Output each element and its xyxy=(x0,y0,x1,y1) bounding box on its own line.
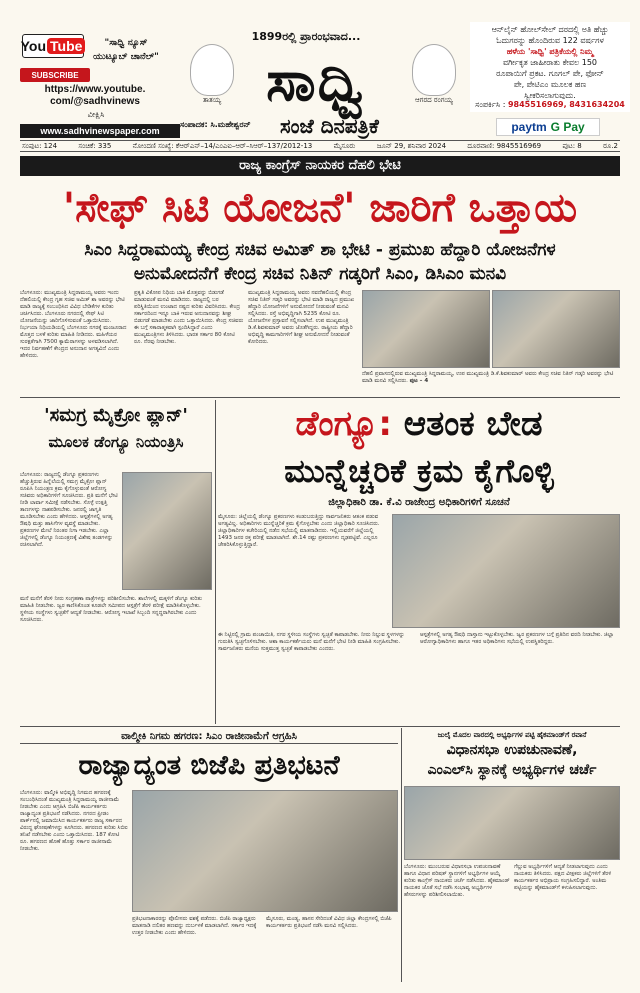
story3-photo[interactable] xyxy=(392,514,620,628)
story2-headline-line1: 'ಸಮಗ್ರ ಮೈಕ್ರೋ ಪ್ಲಾನ್' xyxy=(44,405,188,426)
lead-photo-caption xyxy=(362,371,620,393)
pages: ಪುಟ: 8 xyxy=(562,141,582,150)
left-portrait xyxy=(182,44,242,105)
story3-headline-line1[interactable] xyxy=(218,404,620,444)
story3-column-2: ಈ ನಿಟ್ಟಿನಲ್ಲಿ ಗ್ರಾಮ ಪಂಚಾಯಿತಿ, ನಗರ ಸ್ಥಳೀಯ ಸಂಸ್ಥೆಗಳು ಸ್ವಚ್ಛತೆ ಕಾಪಾಡಬೇಕು. ನೀರು ನಿಲ್ಲುವ ಸ್ಥಳಗಳನ್ನು ಗುರುತಿಸಿ ಸ್ವಚ್ಛಗೊಳಿಸಬೇಕು. ಆಶಾ ಕಾರ್ಯಕರ್ತೆಯರು ಮನೆ ಮನೆಗೆ ಭೇಟಿ ನೀಡಿ ಮಾಹಿತಿ ಸಂಗ್ರಹಿಸಬೇಕು. ಸಾರ್ವಜನಿಕರು ಮನೆಯ ಸುತ್ತಮುತ್ತ ಸ್ವಚ್ಛತೆ ಕಾಪಾಡಬೇಕು ಎಂದರು. xyxy=(218,632,405,652)
ad-contact xyxy=(470,100,630,110)
lead-subhead-line1: ಸಿಎಂ ಸಿದ್ದರಾಮಯ್ಯ ಕೇಂದ್ರ ಸಚಿವ ಅಮಿತ್ ಶಾ ಭೇಟಿ - ಪ್ರಮುಖ ಹೆದ್ದಾರಿ ಯೋಜನೆಗಳ xyxy=(84,240,556,260)
youtube-url[interactable] xyxy=(30,84,160,108)
youtube-logo-you: You xyxy=(20,38,46,54)
lead-column-1: ಬೆಂಗಳೂರು: ಮುಖ್ಯಮಂತ್ರಿ ಸಿದ್ದರಾಮಯ್ಯ ಅವರು ಇಂದು ದೆಹಲಿಯಲ್ಲಿ ಕೇಂದ್ರ ಗೃಹ ಸಚಿವ ಅಮಿತ್ ಶಾ ಅವರನ್ನು ಭೇಟಿ ಮಾಡಿ ರಾಜ್ಯಕ್ಕೆ ಸಂಬಂಧಿಸಿದ ವಿವಿಧ ಬೇಡಿಕೆಗಳ ಕುರಿತು ಚರ್ಚಿಸಿದರು. ಬೆಂಗಳೂರು ನಗರದಲ್ಲಿ ಸೇಫ್ ಸಿಟಿ ಯೋಜನೆಯನ್ನು ಜಾರಿಗೊಳಿಸುವಂತೆ ಒತ್ತಾಯಿಸಿದರು. ನಿರ್ಭಯಾ ನಿಧಿಯಡಿಯಲ್ಲಿ ಬೆಂಗಳೂರು ನಗರಕ್ಕೆ ಮಂಜೂರಾದ ಮೊತ್ತದ ಬಳಕೆ ಕುರಿತು ಮಾಹಿತಿ ನೀಡಿದರು. ಮಹಿಳೆಯರ ಸುರಕ್ಷತೆಗಾಗಿ 7500 ಕ್ಯಾಮೆರಾಗಳನ್ನು ಅಳವಡಿಸಲಾಗಿದೆ. ಇದರ ನಿರ್ವಹಣೆಗೆ ಕೇಂದ್ರದ ಅನುದಾನ ಅಗತ್ಯವಿದೆ ಎಂದು ಹೇಳಿದರು. xyxy=(20,290,127,359)
story5-kicker: ಜುಲೈ ಮೊದಲ ವಾರದಲ್ಲಿ ಅಭ್ಯರ್ಥಿಗಳ ಪಟ್ಟಿ ಹೈಕಮಾಂಡ್‌ಗೆ ರವಾನೆ xyxy=(437,731,587,739)
portrait-image-left xyxy=(190,44,234,96)
story4-photo[interactable] xyxy=(132,790,398,912)
dateline-bar xyxy=(20,140,620,152)
youtube-channel-label: "ಸಾಧ್ವಿ ನ್ಯೂಸ್ ಯುಟ್ಯೂಬ್ ಚಾನೆಲ್" xyxy=(93,38,159,62)
story4-kicker: ವಾಲ್ಮೀಕಿ ನಿಗಮ ಹಗರಣ: ಸಿಎಂ ರಾಜೀನಾಮೆಗೆ ಆಗ್ರಹಿಸಿ xyxy=(20,730,398,744)
story5-photo[interactable] xyxy=(404,786,620,860)
story5-headline-line1: ವಿಧಾನಸಭಾ ಉಪಚುನಾವಣೆ, xyxy=(446,742,578,758)
story5-headline-line2: ಎಂಎಲ್‌ಸಿ ಸ್ಥಾನಕ್ಕೆ ಅಭ್ಯರ್ಥಿಗಳ ಚರ್ಚೆ xyxy=(427,762,597,778)
masthead-title: ಸಾಧ್ವಿ xyxy=(266,48,366,114)
lead-photo-1[interactable] xyxy=(362,290,490,368)
contact-label: ಸಂಪರ್ಕಿಸಿ : xyxy=(475,100,506,109)
website-link[interactable]: www.sadhvinewspaper.com xyxy=(20,124,180,138)
registration: ನೋಂದಣಿ ಸಂಖ್ಯೆ: ಕೆಆರ್‌ಎನ್–14/ಎಂಎಐ–ಆರ್–ಸಿಆರ್–137/2012-13 xyxy=(132,141,313,150)
youtube-url-line1: https://www.youtube. xyxy=(44,84,146,95)
story3-subhead: ಜಿಲ್ಲಾಧಿಕಾರಿ ಡಾ. ಕೆ.ವಿ ರಾಜೇಂದ್ರ ಅಧಿಕಾರಿಗಳಿಗೆ ಸೂಚನೆ xyxy=(328,497,510,508)
story5-column-2: ಗೆಲ್ಲುವ ಅಭ್ಯರ್ಥಿಗಳಿಗೆ ಆದ್ಯತೆ ನೀಡಲಾಗುವುದು ಎಂದು ನಾಯಕರು ತಿಳಿಸಿದರು. ಪಕ್ಷದ ವೀಕ್ಷಕರು ಜಿಲ್ಲೆಗಳಿಗೆ ತೆರಳಿ ಕಾರ್ಯಕರ್ತರ ಅಭಿಪ್ರಾಯ ಸಂಗ್ರಹಿಸಲಿದ್ದಾರೆ. ಅಂತಿಮ ಪಟ್ಟಿಯನ್ನು ಹೈಕಮಾಂಡ್‌ಗೆ ಕಳುಹಿಸಲಾಗುವುದು. xyxy=(514,864,612,891)
story4-column-3: ಮೈಸೂರು, ಮಂಡ್ಯ, ಹಾಸನ ಸೇರಿದಂತೆ ವಿವಿಧ ಜಿಲ್ಲಾ ಕೇಂದ್ರಗಳಲ್ಲಿ ಬಿಜೆಪಿ ಕಾರ್ಯಕರ್ತರು ಪ್ರತಿಭಟನೆ ನಡೆಸಿ ಮನವಿ ಸಲ್ಲಿಸಿದರು. xyxy=(266,916,392,929)
city: ಮೈಸೂರು xyxy=(333,141,356,150)
phone: ದೂರವಾಣಿ: 9845516969 xyxy=(467,141,542,150)
paytm-logo: paytm xyxy=(511,120,547,134)
story2-headline-line2: ಮೂಲಕ ಡೆಂಗ್ಯೂ ನಿಯಂತ್ರಿಸಿ xyxy=(48,433,184,451)
divider xyxy=(20,397,620,398)
right-portrait xyxy=(404,44,464,105)
youtube-logo-tube: Tube xyxy=(47,38,85,54)
date: ಜೂನ್ 29, ಶನಿವಾರ 2024 xyxy=(376,141,447,150)
story2-headline[interactable] xyxy=(20,402,212,468)
lead-kicker: ರಾಜ್ಯ ಕಾಂಗ್ರೆಸ್ ನಾಯಕರ ದೆಹಲಿ ಭೇಟಿ xyxy=(20,156,620,176)
story2-photo[interactable] xyxy=(122,472,212,590)
story3-column-1: ಮೈಸೂರು: ಜಿಲ್ಲೆಯಲ್ಲಿ ಡೆಂಗ್ಯೂ ಪ್ರಕರಣಗಳು ಕಂಡುಬರುತ್ತಿದ್ದು ಸಾರ್ವಜನಿಕರು ಆತಂಕ ಪಡುವ ಅಗತ್ಯವಿಲ್ಲ. ಅಧಿಕಾರಿಗಳು ಮುನ್ನೆಚ್ಚರಿಕೆ ಕ್ರಮ ಕೈಗೊಳ್ಳಬೇಕು ಎಂದು ಜಿಲ್ಲಾಧಿಕಾರಿ ಸೂಚಿಸಿದರು. ಜಿಲ್ಲಾಧಿಕಾರಿಗಳ ಕಚೇರಿಯಲ್ಲಿ ನಡೆದ ಸಭೆಯಲ್ಲಿ ಮಾತನಾಡಿದರು. ಇಲ್ಲಿಯವರೆಗೆ ಜಿಲ್ಲೆಯಲ್ಲಿ 1493 ಜನರ ರಕ್ತ ಪರೀಕ್ಷೆ ಮಾಡಲಾಗಿದೆ. ಶೇ.14 ರಷ್ಟು ಪ್ರಕರಣಗಳು ದೃಢಪಟ್ಟಿವೆ. ಎಲ್ಲರೂ ಚೇತರಿಸಿಕೊಳ್ಳುತ್ತಿದ್ದಾರೆ. xyxy=(218,514,380,548)
lead-column-2: ಪ್ರಕೃತಿ ವಿಕೋಪ ನಿಧಿಯ ಬಾಕಿ ಮೊತ್ತವನ್ನು ಬಿಡುಗಡೆ ಮಾಡುವಂತೆ ಮನವಿ ಮಾಡಿದರು. ರಾಜ್ಯದಲ್ಲಿ ಬರ ಪರಿಸ್ಥಿತಿಯಿಂದ ಉಂಟಾದ ನಷ್ಟದ ಕುರಿತು ವಿವರಿಸಿದರು. ಕೇಂದ್ರ ಸರ್ಕಾರದಿಂದ ಇನ್ನೂ ಬಾಕಿ ಇರುವ ಅನುದಾನವನ್ನು ಶೀಘ್ರ ಬಿಡುಗಡೆ ಮಾಡಬೇಕು ಎಂದು ಒತ್ತಾಯಿಸಿದರು. ಕೇಂದ್ರ ಸಚಿವರು ಈ ಬಗ್ಗೆ ಸಕಾರಾತ್ಮಕವಾಗಿ ಸ್ಪಂದಿಸಿದ್ದಾರೆ ಎಂದು ಮುಖ್ಯಮಂತ್ರಿಗಳು ತಿಳಿಸಿದರು. ಭಾರತ ಸರ್ಕಾರ 80 ಕೋಟಿ ರೂ. ನೆರವು ನೀಡಬೇಕು. xyxy=(134,290,244,345)
classified-ad xyxy=(470,22,630,112)
lead-caption-text: ದೆಹಲಿ ಪ್ರವಾಸದಲ್ಲಿರುವ ಮುಖ್ಯಮಂತ್ರಿ ಸಿದ್ದರಾಮಯ್ಯ, ಉಪ ಮುಖ್ಯಮಂತ್ರಿ ಡಿ.ಕೆ.ಶಿವಕುಮಾರ್ ಅವರು ಕೇಂದ್ರ ಸಚಿವ ನಿತಿನ್ ಗಡ್ಕರಿ ಅವರನ್ನು ಭೇಟಿ ಮಾಡಿ ಮನವಿ ಸಲ್ಲಿಸಿದರು. xyxy=(362,371,614,384)
right-portrait-name: ಆಗರದ ರಂಗಯ್ಯ xyxy=(415,96,453,104)
youtube-url-line2: com/@sadhvinews xyxy=(50,96,140,107)
volume: ಸಂಪುಟ: 124 xyxy=(22,141,58,150)
portrait-image-right xyxy=(412,44,456,96)
issue: ಸಂಚಿಕೆ: 335 xyxy=(78,141,112,150)
established-line: 1899ರಲ್ಲಿ ಪ್ರಾರಂಭವಾದ... xyxy=(251,30,361,43)
divider xyxy=(20,726,620,727)
story5-headline[interactable] xyxy=(404,740,620,780)
subscribe-button[interactable]: SUBSCRIBE xyxy=(20,68,90,82)
lead-column-3: ಮುಖ್ಯಮಂತ್ರಿ ಸಿದ್ದರಾಮಯ್ಯ ಅವರು ನವದೆಹಲಿಯಲ್ಲಿ ಕೇಂದ್ರ ಸಚಿವ ನಿತಿನ್ ಗಡ್ಕರಿ ಅವರನ್ನು ಭೇಟಿ ಮಾಡಿ ರಾಜ್ಯದ ಪ್ರಮುಖ ಹೆದ್ದಾರಿ ಯೋಜನೆಗಳಿಗೆ ಅನುಮೋದನೆ ನೀಡುವಂತೆ ಮನವಿ ಸಲ್ಲಿಸಿದರು. ರಸ್ತೆ ಅಭಿವೃದ್ಧಿಗಾಗಿ 5235 ಕೋಟಿ ರೂ. ಯೋಜನೆಗಳ ಪ್ರಸ್ತಾವನೆ ಸಲ್ಲಿಸಲಾಗಿದೆ. ಉಪ ಮುಖ್ಯಮಂತ್ರಿ ಡಿ.ಕೆ.ಶಿವಕುಮಾರ್ ಅವರು ಜೊತೆಗಿದ್ದರು. ರಾಷ್ಟ್ರೀಯ ಹೆದ್ದಾರಿ ಅಭಿವೃದ್ಧಿ ಕಾಮಗಾರಿಗಳಿಗೆ ಶೀಘ್ರ ಅನುಮೋದನೆ ನೀಡುವಂತೆ ಕೋರಿದರು. xyxy=(248,290,355,345)
story3-headline-line2[interactable]: ಮುನ್ನೆಚ್ಚರಿಕೆ ಕ್ರಮ ಕೈಗೊಳ್ಳಿ xyxy=(284,452,554,490)
ad-line: ಓದುಗರನ್ನು ಹೊಂದಿರುವ 122 ವರ್ಷಗಳ xyxy=(496,36,604,45)
youtube-visit: ವೀಕ್ಷಿಸಿ xyxy=(87,110,105,119)
contact-phone-2: 8431634204 xyxy=(569,100,625,109)
story2-column-1: ಬೆಂಗಳೂರು: ರಾಜ್ಯದಲ್ಲಿ ಡೆಂಗ್ಯೂ ಪ್ರಕರಣಗಳು ಹೆಚ್ಚುತ್ತಿರುವ ಹಿನ್ನೆಲೆಯಲ್ಲಿ ಸಮಗ್ರ ಮೈಕ್ರೋ ಪ್ಲಾನ್ ರೂಪಿಸಿ ನಿಯಂತ್ರಣ ಕ್ರಮ ಕೈಗೊಳ್ಳುವಂತೆ ಆರೋಗ್ಯ ಸಚಿವರು ಅಧಿಕಾರಿಗಳಿಗೆ ಸೂಚಿಸಿದರು. ಪ್ರತಿ ಮನೆಗೆ ಭೇಟಿ ನೀಡಿ ಲಾರ್ವಾ ಸಮೀಕ್ಷೆ ನಡೆಸಬೇಕು. ಸೊಳ್ಳೆ ಉತ್ಪತ್ತಿ ತಾಣಗಳನ್ನು ನಾಶಪಡಿಸಬೇಕು. ಜನರಲ್ಲಿ ಜಾಗೃತಿ ಮೂಡಿಸಬೇಕು ಎಂದು ಹೇಳಿದರು. ಆಸ್ಪತ್ರೆಗಳಲ್ಲಿ ಅಗತ್ಯ ಔಷಧಿ ಮತ್ತು ಹಾಸಿಗೆಗಳ ವ್ಯವಸ್ಥೆ ಮಾಡಬೇಕು. ಪ್ರಕರಣಗಳ ಮೇಲೆ ನಿರಂತರ ನಿಗಾ ಇಡಬೇಕು. ಎಲ್ಲಾ ಜಿಲ್ಲೆಗಳಲ್ಲಿ ಡೆಂಗ್ಯೂ ನಿಯಂತ್ರಣಕ್ಕೆ ವಿಶೇಷ ತಂಡಗಳನ್ನು ರಚಿಸಲಾಗಿದೆ. xyxy=(20,472,118,548)
gpay-logo: G Pay xyxy=(550,120,585,134)
payment-logos xyxy=(496,118,600,136)
divider xyxy=(215,400,216,724)
ad-line: ಪೇ, ಪೇಟಿಎಂ ಮೂಲಕ ಹಣ xyxy=(513,80,587,89)
story3-headline-rest: ಆತಂಕ ಬೇಡ xyxy=(403,404,543,444)
lead-headline[interactable]: 'ಸೇಫ್ ಸಿಟಿ ಯೋಜನೆ' ಜಾರಿಗೆ ಒತ್ತಾಯ xyxy=(62,185,578,231)
lead-photo-2[interactable] xyxy=(492,290,620,368)
story2-column-2: ಮನೆ ಮನೆಗೆ ತೆರಳಿ ನೀರು ಸಂಗ್ರಹಣಾ ಪಾತ್ರೆಗಳನ್ನು ಪರಿಶೀಲಿಸಬೇಕು. ಶಾಲೆಗಳಲ್ಲಿ ಮಕ್ಕಳಿಗೆ ಡೆಂಗ್ಯೂ ಕುರಿತು ಮಾಹಿತಿ ನೀಡಬೇಕು. ಜ್ವರ ಕಾಣಿಸಿಕೊಂಡ ಕೂಡಲೇ ಸಮೀಪದ ಆಸ್ಪತ್ರೆಗೆ ತೆರಳಿ ಪರೀಕ್ಷೆ ಮಾಡಿಸಿಕೊಳ್ಳಬೇಕು. ಸ್ಥಳೀಯ ಸಂಸ್ಥೆಗಳು ಸ್ವಚ್ಛತೆಗೆ ಆದ್ಯತೆ ನೀಡಬೇಕು. ಆರೋಗ್ಯ ಇಲಾಖೆ ಸಿಬ್ಬಂದಿ ಸನ್ನದ್ಧರಾಗಿರಬೇಕು ಎಂದು ಸೂಚಿಸಿದರು. xyxy=(20,596,202,623)
ad-line: ಸ್ವೀಕರಿಸಲಾಗುವುದು. xyxy=(524,91,576,100)
divider xyxy=(401,728,402,982)
story4-column-2: ಪ್ರತಿಭಟನಾಕಾರರನ್ನು ಪೊಲೀಸರು ವಶಕ್ಕೆ ಪಡೆದರು. ಬಿಜೆಪಿ ರಾಜ್ಯಾಧ್ಯಕ್ಷರು ಮಾತನಾಡಿ ದಲಿತರ ಹಣವನ್ನು ದುರ್ಬಳಕೆ ಮಾಡಲಾಗಿದೆ. ಸರ್ಕಾರ ಇದಕ್ಕೆ ಉತ್ತರ ನೀಡಬೇಕು ಎಂದು ಹೇಳಿದರು. xyxy=(132,916,257,936)
story3-column-3: ಆಸ್ಪತ್ರೆಗಳಲ್ಲಿ ಅಗತ್ಯ ಔಷಧಿ ದಾಸ್ತಾನು ಇಟ್ಟುಕೊಳ್ಳಬೇಕು. ಜ್ವರ ಪ್ರಕರಣಗಳ ಬಗ್ಗೆ ಪ್ರತಿದಿನ ವರದಿ ನೀಡಬೇಕು. ಜಿಲ್ಲಾ ಆರೋಗ್ಯಾಧಿಕಾರಿಗಳು ಹಾಗೂ ಇತರ ಅಧಿಕಾರಿಗಳು ಸಭೆಯಲ್ಲಿ ಉಪಸ್ಥಿತರಿದ್ದರು. xyxy=(420,632,614,645)
editor-line: ಸಂಪಾದಕ: ಸಿ.ಮಹೇಶ್ವರನ್ xyxy=(180,120,251,129)
story4-column-1: ಬೆಂಗಳೂರು: ವಾಲ್ಮೀಕಿ ಅಭಿವೃದ್ಧಿ ನಿಗಮದ ಹಗರಣಕ್ಕೆ ಸಂಬಂಧಿಸಿದಂತೆ ಮುಖ್ಯಮಂತ್ರಿ ಸಿದ್ದರಾಮಯ್ಯ ರಾಜೀನಾಮೆ ನೀಡಬೇಕು ಎಂದು ಆಗ್ರಹಿಸಿ ಬಿಜೆಪಿ ಕಾರ್ಯಕರ್ತರು ರಾಜ್ಯಾದ್ಯಂತ ಪ್ರತಿಭಟನೆ ನಡೆಸಿದರು. ನಗರದ ಫ್ರೀಡಂ ಪಾರ್ಕ್‌ನಲ್ಲಿ ಜಮಾಯಿಸಿದ ಕಾರ್ಯಕರ್ತರು ರಾಜ್ಯ ಸರ್ಕಾರದ ವಿರುದ್ಧ ಘೋಷಣೆಗಳನ್ನು ಕೂಗಿದರು. ಹಗರಣದ ಕುರಿತು ಸಿಬಿಐ ತನಿಖೆ ನಡೆಸಬೇಕು ಎಂದು ಒತ್ತಾಯಿಸಿದರು. 187 ಕೋಟಿ ರೂ. ಹಗರಣದ ಹೊಣೆ ಹೊತ್ತು ಸರ್ಕಾರ ರಾಜೀನಾಮೆ ನೀಡಬೇಕು. xyxy=(20,790,128,852)
price: ರೂ.2 xyxy=(603,141,618,150)
youtube-logo xyxy=(22,34,84,58)
left-portrait-name: ತಾತಯ್ಯ xyxy=(202,96,222,104)
ad-line: ಹಳೆಯ 'ಸಾಧ್ವಿ' ಪತ್ರಿಕೆಯಲ್ಲಿ ನಿಮ್ಮ xyxy=(506,47,594,56)
story3-headline-red: ಡೆಂಗ್ಯೂ: xyxy=(295,404,392,444)
contact-phone-1: 9845516969, xyxy=(507,100,567,109)
story4-headline[interactable]: ರಾಜ್ಯಾದ್ಯಂತ ಬಿಜೆಪಿ ಪ್ರತಿಭಟನೆ xyxy=(78,750,340,781)
lead-continued[interactable]: ಪುಟ – 4 xyxy=(409,378,429,384)
ad-line: ಆನ್‌ಲೈನ್ ಹೋಲ್‌ಸೇಲ್ ದರದಲ್ಲಿ ಅತಿ ಹೆಚ್ಚು xyxy=(491,25,609,34)
story5-column-1: ಬೆಂಗಳೂರು: ಮುಂಬರುವ ವಿಧಾನಸಭಾ ಉಪಚುನಾವಣೆ ಹಾಗೂ ವಿಧಾನ ಪರಿಷತ್ ಸ್ಥಾನಗಳಿಗೆ ಅಭ್ಯರ್ಥಿಗಳ ಆಯ್ಕೆ ಕುರಿತು ಕಾಂಗ್ರೆಸ್ ನಾಯಕರು ಚರ್ಚೆ ನಡೆಸಿದರು. ಹೈಕಮಾಂಡ್ ನಾಯಕರ ಜೊತೆ ಸಭೆ ನಡೆಸಿ ಸಂಭಾವ್ಯ ಅಭ್ಯರ್ಥಿಗಳ ಹೆಸರುಗಳನ್ನು ಪರಿಶೀಲಿಸಲಾಯಿತು. xyxy=(404,864,510,898)
lead-subhead xyxy=(20,238,620,286)
lead-subhead-line2: ಅನುಮೋದನೆಗೆ ಕೇಂದ್ರ ಸಚಿವ ನಿತಿನ್ ಗಡ್ಕರಿಗೆ ಸಿಎಂ, ಡಿಸಿಎಂ ಮನವಿ xyxy=(133,264,507,284)
tagline: ಸಂಜೆ ದಿನಪತ್ರಿಕೆ xyxy=(280,114,379,138)
ad-line: ರೂಪಾಯಿಗೆ ಪ್ರಕಟ. ಗೂಗಲ್ ಪೇ, ಫೋನ್ xyxy=(496,69,604,78)
ad-line: ವರ್ಗೀಕೃತ ಜಾಹೀರಾತು ಕೇವಲ 150 xyxy=(502,58,598,67)
